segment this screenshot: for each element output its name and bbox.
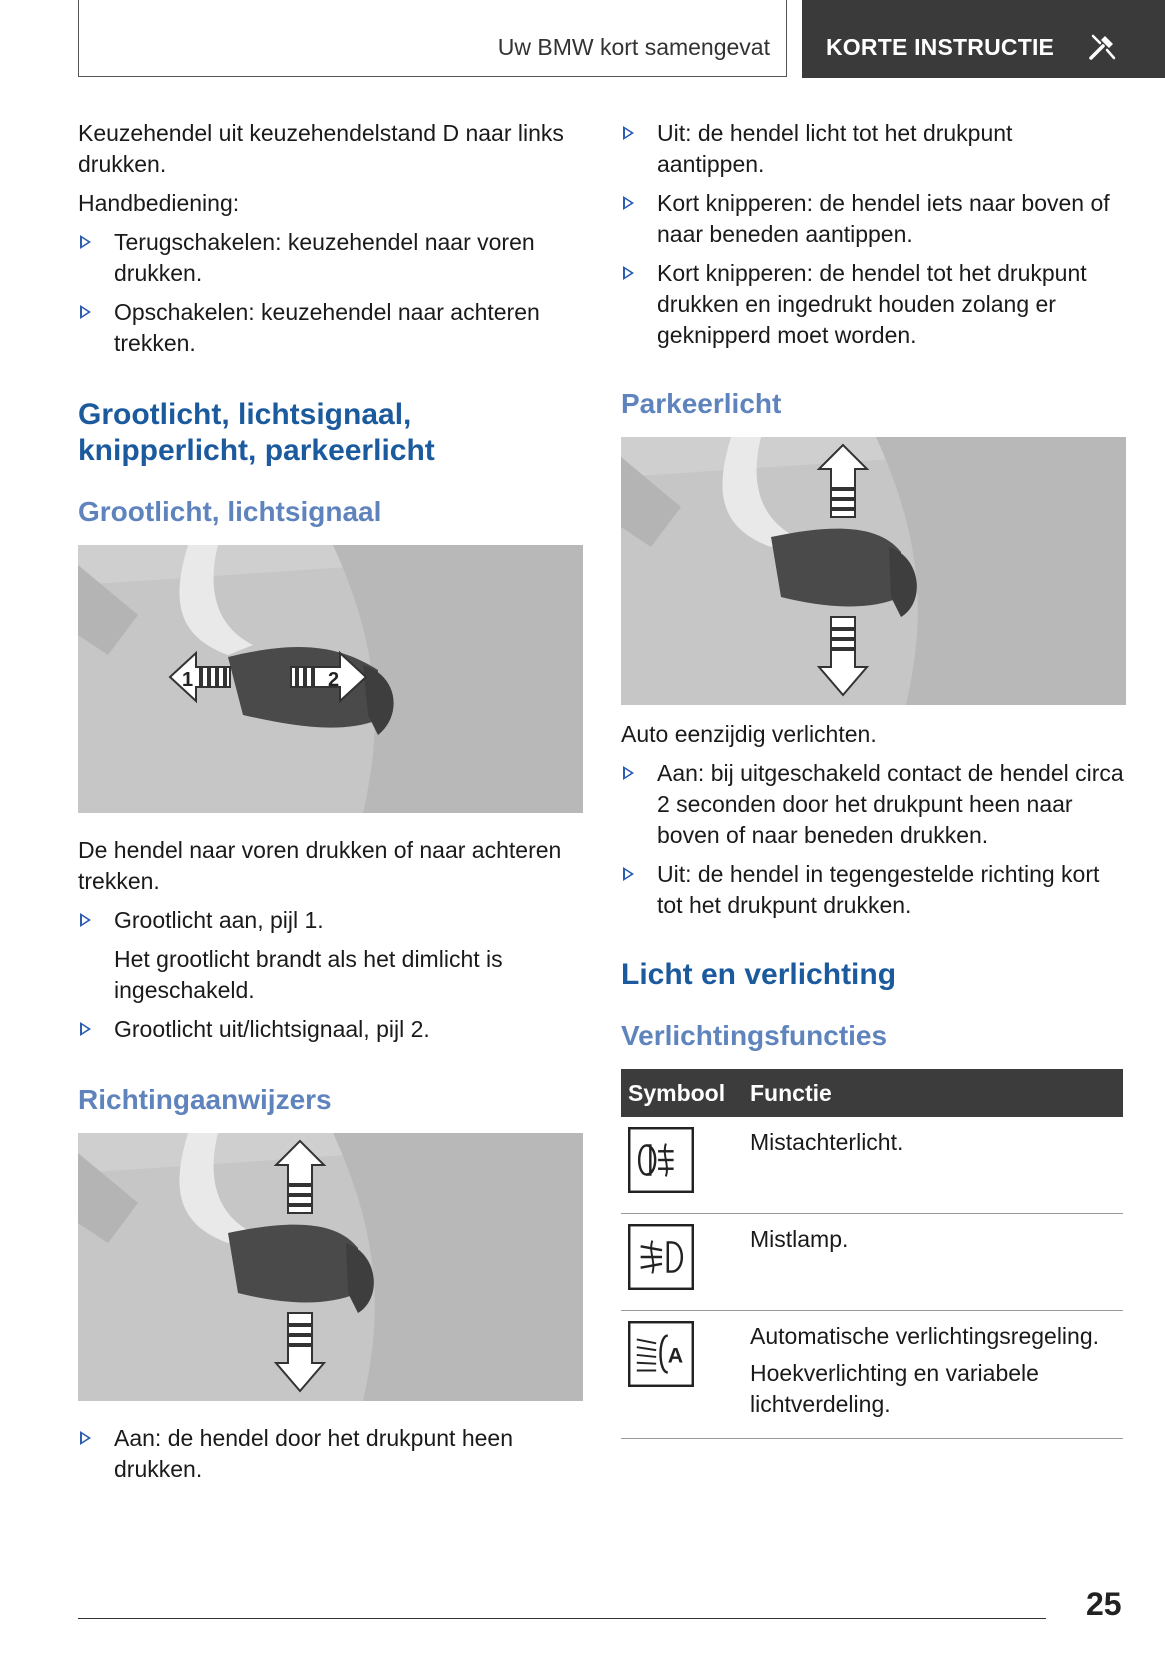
section-tab-label: KORTE INSTRUCTIE [826, 34, 1055, 60]
rear-fog-light-icon [628, 1127, 694, 1193]
bullet-triangle-icon [623, 266, 634, 280]
list-item: Opschakelen: keuzehendel naar achteren trekken. [78, 297, 583, 359]
intro-paragraph: Keuzehendel uit keuzehendelstand D naar links drukken. [78, 120, 564, 177]
manual-operation-label: Handbediening: [78, 190, 240, 216]
bullet-triangle-icon [80, 913, 91, 927]
lighting-functions-table [621, 1069, 1123, 1439]
turn-signal-lever-illustration [78, 1133, 583, 1401]
parking-light-text: Auto eenzijdig verlichten. [621, 721, 877, 747]
list-item: Kort knipperen: de hendel tot het drukpunt drukken en ingedrukt houden zolang er geknipperd moet worden. [621, 258, 1126, 351]
arrow-label-2: 2 [328, 669, 340, 691]
parking-light-lever-illustration [621, 437, 1126, 705]
bullet-triangle-icon [623, 126, 634, 140]
list-item: Terugschakelen: keuzehendel naar voren drukken. [78, 227, 583, 289]
bullet-triangle-icon [80, 235, 91, 249]
list-item: Aan: bij uitgeschakeld contact de hendel circa 2 seconden door het drukpunt heen naar boven of naar beneden drukken. [621, 758, 1126, 851]
function-text: Mistlamp. [750, 1226, 849, 1252]
subheading-parking-light: Parkeerlicht [621, 388, 782, 419]
function-text: Mistachterlicht. [750, 1129, 904, 1155]
footer-rule [78, 1618, 1046, 1619]
left-column [78, 118, 583, 1493]
high-beam-text: De hendel naar voren drukken of naar achteren trekken. [78, 837, 562, 894]
list-item: Grootlicht uit/lichtsignaal, pijl 2. [78, 1014, 583, 1045]
table-row [621, 1117, 1123, 1214]
bullet-triangle-icon [623, 867, 634, 881]
table-header-row [621, 1069, 1123, 1117]
right-column [621, 118, 1126, 1439]
table-row [621, 1311, 1123, 1439]
function-text-secondary: Hoekverlichting en variabele lichtverdeling. [750, 1360, 1039, 1417]
front-fog-light-icon [628, 1224, 694, 1290]
subheading-turn-signals: Richtingaanwijzers [78, 1084, 332, 1115]
section-heading-lights: Grootlicht, lichtsignaal, knipperlicht, parkeerlicht [78, 398, 435, 467]
automatic-headlight-icon [628, 1321, 694, 1387]
table-row [621, 1214, 1123, 1311]
header-title-box [78, 0, 787, 77]
column-header-function: Functie [743, 1069, 1123, 1117]
bullet-triangle-icon [623, 196, 634, 210]
section-heading-light-and-lighting: Licht en verlichting [621, 958, 897, 991]
list-item: Aan: de hendel door het drukpunt heen drukken. [78, 1423, 583, 1485]
wrench-screwdriver-icon [1087, 32, 1117, 62]
svg-text:A: A [667, 1343, 684, 1368]
page-number: 25 [1086, 1586, 1122, 1622]
bullet-triangle-icon [80, 1022, 91, 1036]
bullet-triangle-icon [623, 766, 634, 780]
high-beam-lever-illustration [78, 545, 583, 813]
subheading-lighting-functions: Verlichtingsfuncties [621, 1020, 888, 1051]
list-item: Grootlicht aan, pijl 1. [78, 905, 583, 936]
column-header-symbol: Symbool [621, 1069, 743, 1117]
bullet-triangle-icon [80, 1431, 91, 1445]
arrow-label-1: 1 [182, 669, 194, 691]
bullet-triangle-icon [80, 305, 91, 319]
high-beam-note: Het grootlicht brandt als het dimlicht is ingeschakeld. [114, 946, 503, 1003]
list-item: Kort knipperen: de hendel iets naar boven of naar beneden aantippen. [621, 188, 1126, 250]
function-text: Automatische verlichtingsregeling. [750, 1323, 1100, 1349]
section-tab [802, 0, 1165, 78]
header-title: Uw BMW kort samengevat [497, 34, 770, 60]
list-item: Uit: de hendel in tegengestelde richting kort tot het drukpunt drukken. [621, 859, 1126, 921]
subheading-high-beam: Grootlicht, lichtsignaal [78, 496, 382, 527]
list-item: Uit: de hendel licht tot het drukpunt aantippen. [621, 118, 1126, 180]
